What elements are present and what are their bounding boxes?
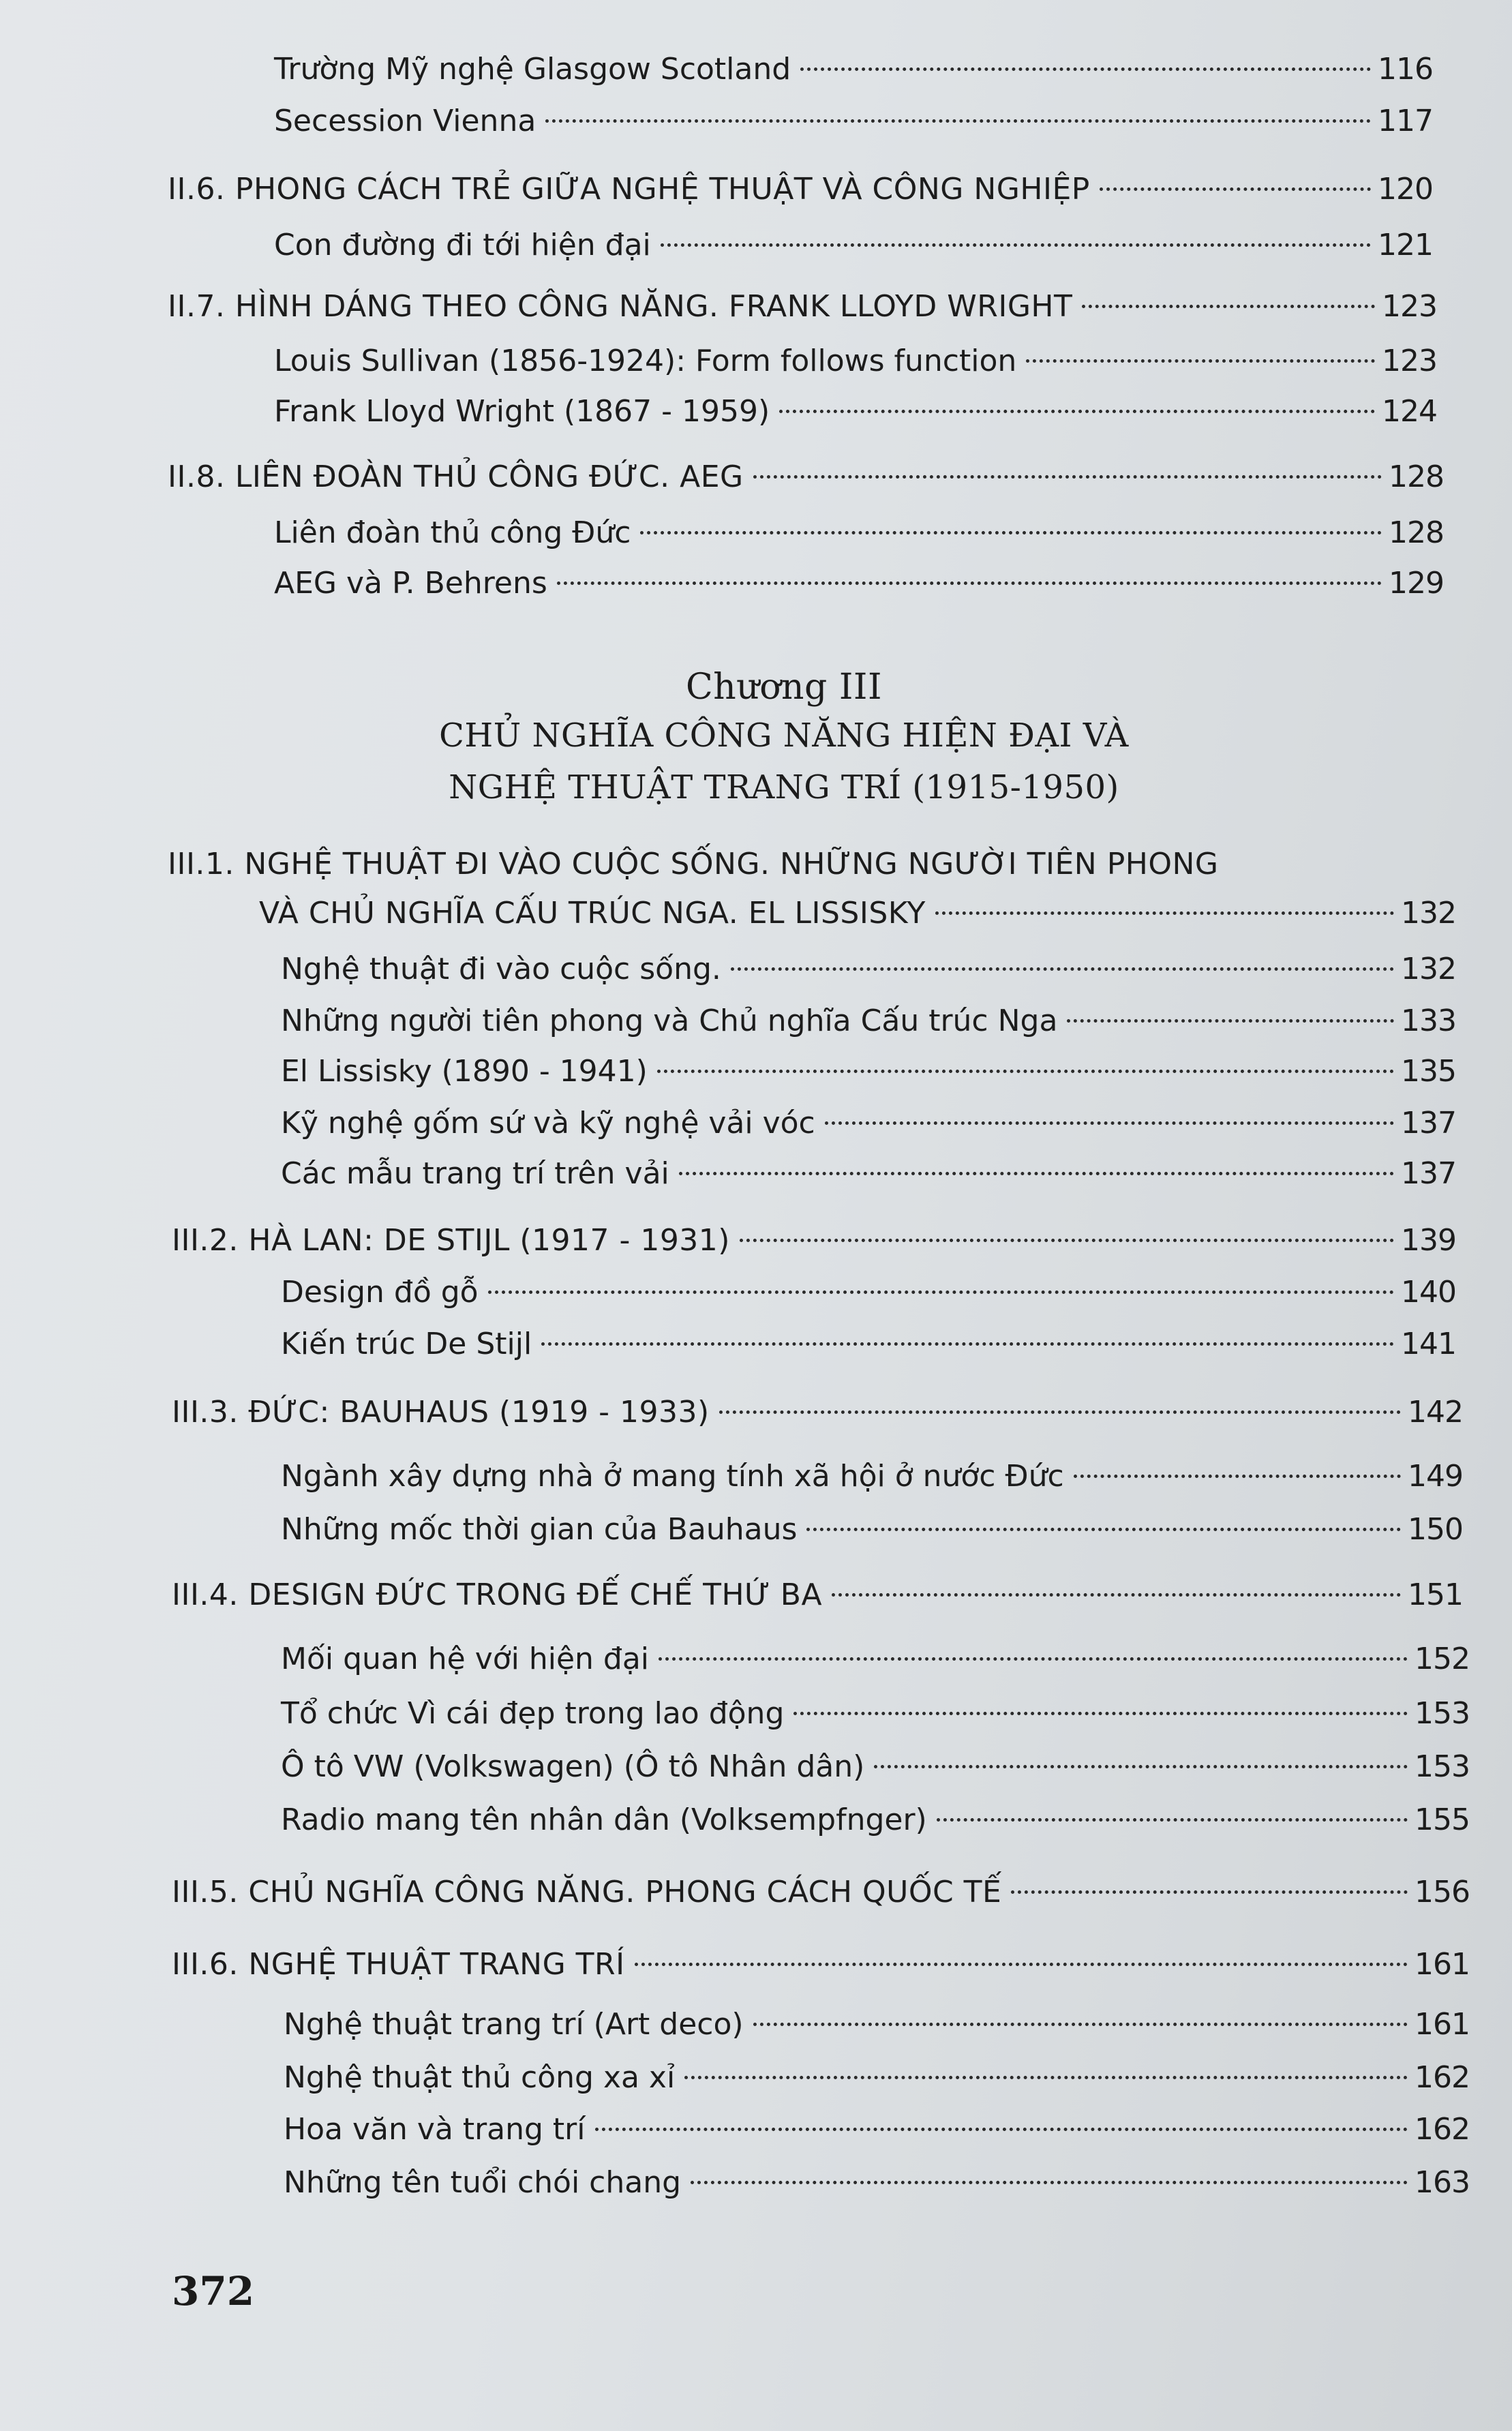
page-number: 372 <box>172 2268 255 2314</box>
toc-entry-title: Những người tiên phong và Chủ nghĩa Cấu trúc Nga <box>281 1003 1058 1038</box>
toc-entry-title: Con đường đi tới hiện đại <box>274 228 651 262</box>
toc-section-heading <box>168 169 1433 210</box>
toc-section-heading <box>172 1575 1463 1616</box>
dot-leader <box>1026 359 1375 363</box>
toc-entry-title: AEG và P. Behrens <box>274 566 547 601</box>
dot-leader <box>661 243 1371 247</box>
dot-leader <box>488 1290 1394 1294</box>
toc-entry-title: Những tên tuổi chói chang <box>284 2165 682 2200</box>
toc-entry <box>274 341 1437 382</box>
toc-entry-title: III.4. DESIGN ĐỨC TRONG ĐẾ CHẾ THỨ BA <box>172 1577 823 1612</box>
toc-entry <box>281 949 1456 990</box>
toc-entry-title: Ngành xây dựng nhà ở mang tính xã hội ở nước Đức <box>281 1459 1064 1494</box>
chapter-label: Chương III <box>685 667 882 708</box>
toc-entry-title: II.6. PHONG CÁCH TRẺ GIỮA NGHỆ THUẬT VÀ CÔNG NGHIỆP <box>168 172 1090 207</box>
toc-entry <box>281 1747 1470 1787</box>
dot-leader <box>779 410 1375 413</box>
toc-entry-page: 162 <box>1415 2060 1470 2095</box>
toc-entry <box>284 2057 1470 2098</box>
toc-entry-title: III.2. HÀ LAN: DE STIJL (1917 - 1931) <box>172 1223 730 1258</box>
toc-entry-title: II.7. HÌNH DÁNG THEO CÔNG NĂNG. FRANK LLOYD WRIGHT <box>168 289 1073 324</box>
chapter-heading <box>382 665 1186 813</box>
toc-entry <box>281 1693 1470 1734</box>
toc-entry-title: VÀ CHỦ NGHĨA CẤU TRÚC NGA. EL LISSISKY <box>259 896 926 931</box>
dot-leader <box>731 967 1394 971</box>
dot-leader <box>832 1593 1401 1597</box>
toc-section-heading <box>172 1392 1463 1433</box>
toc-entry-title: III.5. CHỦ NGHĨA CÔNG NĂNG. PHONG CÁCH QUỐC TẾ <box>172 1875 1002 1909</box>
toc-entry-page: 142 <box>1408 1395 1463 1430</box>
toc-entry <box>281 1051 1456 1092</box>
dot-leader <box>935 911 1394 915</box>
dot-leader <box>640 531 1382 534</box>
dot-leader <box>719 1410 1401 1414</box>
toc-section-heading-continued <box>259 893 1456 934</box>
dot-leader <box>1011 1890 1408 1894</box>
toc-entry-page: 137 <box>1401 1156 1456 1191</box>
toc-entry-title: Nghệ thuật trang trí (Art deco) <box>284 2007 744 2042</box>
toc-entry <box>281 1153 1456 1194</box>
toc-entry-page: 128 <box>1389 459 1444 494</box>
dot-leader <box>937 1818 1408 1822</box>
toc-entry-title: Liên đoàn thủ công Đức <box>274 515 631 550</box>
toc-entry <box>274 513 1444 554</box>
toc-section-heading <box>172 1220 1456 1261</box>
dot-leader <box>657 1070 1394 1073</box>
toc-entry-title: Nghệ thuật thủ công xa xỉ <box>284 2060 676 2095</box>
toc-entry-title: Kiến trúc De Stijl <box>281 1327 532 1361</box>
toc-entry-page: 156 <box>1415 1875 1470 1909</box>
toc-entry <box>281 1272 1456 1313</box>
toc-entry-title: Kỹ nghệ gốm sứ và kỹ nghệ vải vóc <box>281 1106 815 1141</box>
dot-leader <box>753 475 1382 479</box>
toc-section-heading <box>168 457 1444 498</box>
toc-entry-title: Secession Vienna <box>274 104 536 138</box>
toc-entry-page: 135 <box>1401 1054 1456 1089</box>
toc-entry-page: 141 <box>1401 1327 1456 1361</box>
chapter-title-line-1: CHỦ NGHĨA CÔNG NĂNG HIỆN ĐẠI VÀ <box>439 716 1129 755</box>
dot-leader <box>1100 187 1371 191</box>
toc-entry <box>274 49 1433 90</box>
toc-entry-page: 152 <box>1415 1642 1470 1676</box>
toc-entry-page: 129 <box>1389 566 1444 601</box>
toc-entry-title: III.3. ĐỨC: BAUHAUS (1919 - 1933) <box>172 1395 710 1430</box>
dot-leader <box>753 2023 1408 2026</box>
toc-entry <box>281 1324 1456 1365</box>
toc-entry <box>281 1800 1470 1841</box>
dot-leader <box>679 1172 1394 1175</box>
toc-entry-title: II.8. LIÊN ĐOÀN THỦ CÔNG ĐỨC. AEG <box>168 459 744 494</box>
dot-leader <box>684 2076 1408 2079</box>
dot-leader <box>806 1528 1401 1531</box>
toc-section-heading <box>168 286 1437 327</box>
toc-entry-page: 123 <box>1382 289 1437 324</box>
toc-entry-title: Frank Lloyd Wright (1867 - 1959) <box>274 394 770 429</box>
chapter-title-line-2: NGHỆ THUẬT TRANG TRÍ (1915-1950) <box>449 768 1119 806</box>
toc-entry-title: Hoa văn và trang trí <box>284 2112 586 2147</box>
toc-entry-page: 163 <box>1415 2165 1470 2200</box>
toc-entry <box>274 101 1433 142</box>
toc-entry-page: 150 <box>1408 1512 1463 1547</box>
toc-section-heading <box>172 1944 1470 1985</box>
dot-leader <box>595 2128 1408 2131</box>
toc-entry-title: III.1. NGHỆ THUẬT ĐI VÀO CUỘC SỐNG. NHỮNG NGƯỜI TIÊN PHONG <box>168 847 1219 881</box>
dot-leader <box>800 67 1371 71</box>
toc-entry <box>281 1456 1463 1497</box>
toc-entry-page: 128 <box>1389 515 1444 550</box>
toc-entry-page: 121 <box>1378 228 1433 262</box>
toc-entry-page: 162 <box>1415 2112 1470 2147</box>
dot-leader <box>659 1657 1408 1661</box>
toc-entry-title: Trường Mỹ nghệ Glasgow Scotland <box>274 52 791 87</box>
toc-entry-page: 161 <box>1415 1947 1470 1982</box>
toc-entry-page: 149 <box>1408 1459 1463 1494</box>
toc-section-heading <box>172 1872 1470 1913</box>
dot-leader <box>1074 1475 1401 1478</box>
toc-entry <box>284 2004 1470 2045</box>
toc-entry-title: Louis Sullivan (1856-1924): Form follows function <box>274 344 1017 378</box>
dot-leader <box>793 1712 1408 1715</box>
toc-entry <box>281 1103 1456 1144</box>
toc-section-heading <box>168 844 1449 885</box>
toc-entry-title: Design đồ gỗ <box>281 1275 479 1310</box>
toc-entry-page: 155 <box>1415 1802 1470 1837</box>
toc-entry-title: Ô tô VW (Volkswagen) (Ô tô Nhân dân) <box>281 1749 865 1784</box>
toc-entry-page: 124 <box>1382 394 1437 429</box>
toc-entry-page: 132 <box>1401 896 1456 931</box>
toc-entry-page: 153 <box>1415 1696 1470 1731</box>
dot-leader <box>825 1121 1394 1125</box>
toc-entry-page: 139 <box>1401 1223 1456 1258</box>
toc-entry <box>274 391 1437 432</box>
toc-entry-title: Nghệ thuật đi vào cuộc sống. <box>281 952 721 986</box>
toc-entry-title: Các mẫu trang trí trên vải <box>281 1156 669 1191</box>
dot-leader <box>541 1342 1394 1346</box>
dot-leader <box>1082 305 1375 308</box>
dot-leader <box>557 582 1382 585</box>
toc-entry-title: El Lissisky (1890 - 1941) <box>281 1054 648 1089</box>
toc-entry-title: Radio mang tên nhân dân (Volksempfnger) <box>281 1802 927 1837</box>
toc-entry-title: Những mốc thời gian của Bauhaus <box>281 1512 798 1547</box>
dot-leader <box>740 1239 1394 1242</box>
toc-entry-page: 132 <box>1401 952 1456 986</box>
toc-entry-title: Mối quan hệ với hiện đại <box>281 1642 650 1676</box>
toc-entry-title: III.6. NGHỆ THUẬT TRANG TRÍ <box>172 1947 625 1982</box>
toc-entry <box>281 1509 1463 1550</box>
toc-entry-page: 133 <box>1401 1003 1456 1038</box>
toc-entry <box>274 563 1444 604</box>
toc-entry-page: 161 <box>1415 2007 1470 2042</box>
toc-entry <box>281 1639 1470 1680</box>
dot-leader <box>635 1963 1408 1966</box>
toc-entry <box>274 225 1433 266</box>
toc-entry-title: Tổ chức Vì cái đẹp trong lao động <box>281 1696 785 1731</box>
toc-entry <box>284 2162 1470 2203</box>
toc-entry-page: 140 <box>1401 1275 1456 1310</box>
toc-entry-page: 123 <box>1382 344 1437 378</box>
toc-entry-page: 151 <box>1408 1577 1463 1612</box>
dot-leader <box>691 2181 1408 2184</box>
toc-entry-page: 137 <box>1401 1106 1456 1141</box>
toc-entry-page: 117 <box>1378 104 1433 138</box>
toc-entry-page: 116 <box>1378 52 1433 87</box>
toc-entry-page: 153 <box>1415 1749 1470 1784</box>
dot-leader <box>545 119 1371 123</box>
dot-leader <box>874 1765 1408 1768</box>
dot-leader <box>1067 1019 1394 1023</box>
toc-entry <box>281 1001 1456 1042</box>
toc-entry <box>284 2109 1470 2150</box>
toc-entry-page: 120 <box>1378 172 1433 207</box>
